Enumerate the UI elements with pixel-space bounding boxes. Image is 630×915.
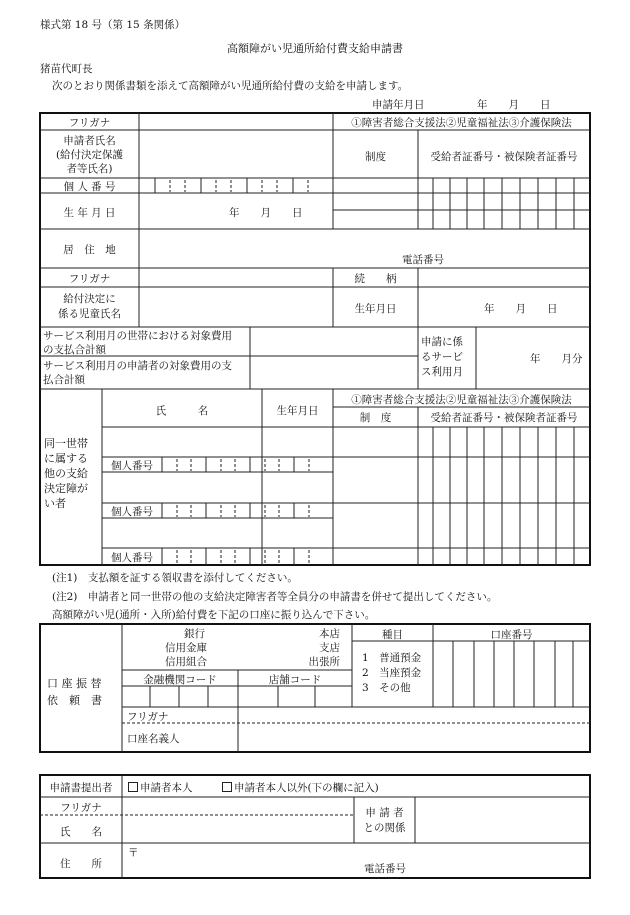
- member-2-personal-no-label: 個人番号: [111, 506, 153, 518]
- checkbox-icon[interactable]: [222, 782, 232, 792]
- applicant-cost-field[interactable]: [250, 356, 418, 389]
- account-type-header: 種目: [382, 629, 403, 641]
- birthdate-label: 生 年 月 日: [63, 207, 116, 219]
- applicant-cost-label: サービス利用月の申請者の対象費用の支 払合計額: [43, 360, 232, 386]
- application-date: 申請年月日 年 月 日: [372, 99, 551, 111]
- address-field[interactable]: [139, 229, 590, 268]
- bank-transfer-label: 口 座 振 替 依 頼 書: [47, 677, 102, 707]
- address-label: 居 住 地: [63, 244, 116, 256]
- child-birthdate-ymd: 年 月 日: [484, 303, 558, 315]
- note-1: (注1) 支払額を証する領収書を添付してください。: [52, 572, 298, 584]
- account-holder-label: 口座名義人: [127, 733, 180, 745]
- child-birthdate-label: 生年月日: [354, 303, 397, 315]
- branch-types: 本店 支店 出張所: [308, 628, 340, 668]
- service-month-label: 申請に係 るサービ ス利用月: [421, 336, 463, 378]
- submitter-self-option[interactable]: 申請者本人: [128, 780, 193, 795]
- system-label: 制度: [365, 151, 386, 163]
- relation-label: 続 柄: [354, 273, 397, 285]
- postal-mark: 〒: [128, 847, 139, 859]
- account-number-header: 口座番号: [490, 629, 533, 641]
- applicant-furigana-field[interactable]: [139, 113, 333, 130]
- member-3-name-field[interactable]: [102, 518, 262, 548]
- household-cost-field[interactable]: [250, 327, 418, 356]
- submitter-relation-field[interactable]: [415, 797, 590, 843]
- member-1-personal-no-label: 個人番号: [111, 460, 153, 472]
- service-month-ym: 年 月分: [530, 353, 583, 365]
- note-2: (注2) 申請者と同一世帯の他の支給決定障害者等全員分の申請書を併せて提出してください。: [52, 591, 498, 603]
- account-type-options: 1 普通預金 2 当座預金 3 その他: [362, 652, 422, 694]
- submitter-name-field[interactable]: [122, 797, 354, 843]
- page-title: 高額障がい児通所給付費支給申請書: [227, 42, 403, 55]
- member-2-name-field[interactable]: [102, 472, 262, 503]
- applicant-furigana-label: フリガナ: [68, 117, 111, 129]
- branch-code-label: 店舗コード: [268, 674, 322, 686]
- phone-label: 電話番号: [402, 254, 444, 266]
- member-cert-header: 受給者証番号・被保険者証番号: [430, 412, 578, 424]
- addressee: 猪苗代町長: [40, 63, 93, 75]
- institution-types: 銀行 信用金庫 信用組合: [165, 628, 207, 668]
- child-name-field[interactable]: [139, 287, 333, 327]
- member-name-header: 氏 名: [155, 405, 209, 417]
- member-3-personal-no-label: 個人番号: [111, 552, 153, 564]
- transfer-instruction: 高額障がい児(通所・入所)給付費を下記の口座に振り込んで下さい。: [52, 609, 376, 621]
- bank-code-label: 金融機関コード: [143, 674, 217, 686]
- cert-number-label: 受給者証番号・被保険者証番号: [430, 151, 578, 163]
- member-1-name-field[interactable]: [102, 427, 262, 457]
- account-holder-field[interactable]: [238, 723, 590, 752]
- child-furigana-label: フリガナ: [68, 273, 111, 285]
- submitter-address-field[interactable]: [122, 843, 590, 878]
- holder-furigana-label: フリガナ: [127, 711, 169, 723]
- member-law-options: ①障害者総合支援法②児童福祉法③介護保険法: [351, 394, 572, 406]
- applicant-name-field[interactable]: [139, 130, 333, 178]
- member-system-header: 制 度: [359, 412, 392, 424]
- submitter-phone-label: 電話番号: [364, 863, 406, 875]
- submitter-label: 申請書提出者: [49, 782, 113, 794]
- household-cost-label: サービス利用月の世帯における対象費用 の支払合計額: [43, 330, 232, 356]
- form-number: 様式第 18 号（第 15 条関係）: [40, 19, 186, 31]
- applicant-law-options: ①障害者総合支援法②児童福祉法③介護保険法: [351, 117, 572, 129]
- birthdate-ymd: 年 月 日: [229, 207, 303, 219]
- intro-text: 次のとおり関係書類を添えて高額障がい児通所給付費の支給を申請します。: [52, 80, 409, 92]
- child-name-label: 給付決定に 係る児童氏名: [58, 293, 121, 320]
- applicant-name-label: 申請者氏名 (給付決定保護 者等氏名): [55, 135, 124, 175]
- submitter-name-label: 氏 名: [60, 826, 102, 838]
- submitter-furigana-label: フリガナ: [60, 802, 102, 814]
- submitter-relation-label: 申 請 者 との関係: [363, 807, 406, 834]
- personal-number-field[interactable]: [139, 178, 333, 193]
- holder-furigana-field[interactable]: [238, 707, 590, 723]
- household-members-label: 同一世帯 に属する 他の支給 決定障が い者: [44, 437, 88, 510]
- submitter-address-label: 住 所: [60, 858, 102, 870]
- relation-field[interactable]: [418, 268, 590, 287]
- checkbox-icon[interactable]: [128, 782, 138, 792]
- member-birth-header: 生年月日: [276, 405, 319, 417]
- personal-number-label: 個 人 番 号: [63, 181, 116, 193]
- submitter-other-option[interactable]: 申請者本人以外(下の欄に記入): [222, 780, 379, 795]
